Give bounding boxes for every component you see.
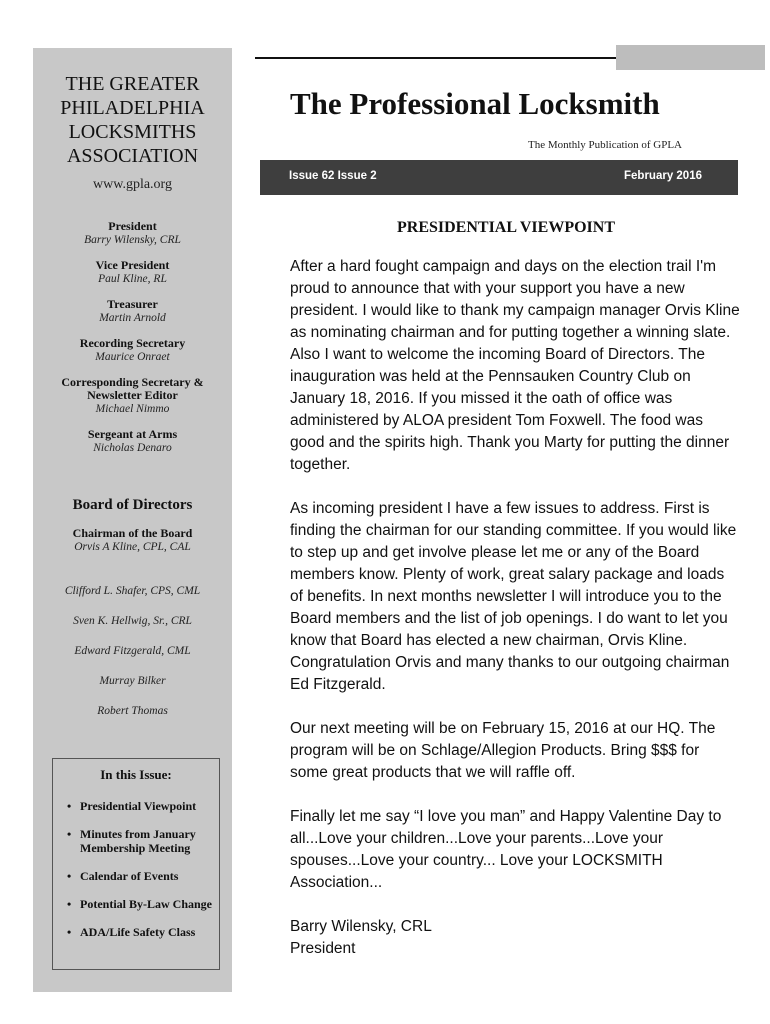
association-name [33, 72, 232, 168]
issue-item-minutes[interactable] [53, 827, 225, 855]
issue-item-presidential-viewpoint[interactable] [53, 799, 225, 813]
board-member: Sven K. Hellwig, Sr., CRL [73, 615, 192, 627]
officers-list [33, 220, 232, 467]
article-paragraph: Finally let me say “I love you man” and Happy Valentine Day to all...Love your children...Love your parents...Love your spouses...Love your country... Love your LOCKSMITH Association... [290, 808, 722, 891]
sidebar [33, 48, 232, 992]
signature-title: President [290, 940, 356, 957]
issue-item-calendar[interactable] [53, 869, 225, 883]
article-body [290, 256, 740, 960]
article-paragraph: As incoming president I have a few issues to address. First is finding the chairman for our standing committee. If you would like to step up and get involve please let me or any of the Board members know. Plenty of work, great salary package and loads of benefits. In next months newsletter I will introduce you to the Board members and the list of job openings. I do want to let you know that Board has elected a new chairman, Orvis Kline. Congratulation Orvis and many thanks to our outgoing chairman Ed Fitzgerald. [290, 500, 737, 693]
board-member: Robert Thomas [97, 705, 168, 717]
issue-number: Issue 62 Issue 2 [289, 170, 377, 182]
officer-role: Recording Secretary [79, 336, 186, 350]
officer-role: Corresponding Secretary & [61, 375, 204, 389]
issue-item-label: ADA/Life Safety Class [80, 925, 196, 939]
in-this-issue-title: In this Issue: [100, 767, 172, 782]
bullet-icon: • [67, 925, 72, 939]
article-paragraph: After a hard fought campaign and days on the election trail I'm proud to announce that with your support you have a new president. I would like to thank my campaign manager Orvis Kline as nominating chairman and for putting together a winning slate. Also I want to welcome the incoming Board of Directors. The inauguration was held at the Pennsauken Country Club on January 18, 2016. If you missed it the oath of office was administered by ALOA president Tom Foxwell. The food was good and the spirits high. Thank you Marty for putting the dinner together. [290, 258, 740, 473]
newsletter-title: The Professional Locksmith [290, 86, 660, 121]
issue-item-ada-class[interactable] [53, 925, 225, 939]
issue-item-label: Membership Meeting [80, 841, 191, 855]
board-of-directors-title: Board of Directors [72, 497, 193, 513]
bullet-icon: • [67, 827, 72, 841]
issue-bar [260, 160, 738, 195]
bullet-icon: • [67, 897, 72, 911]
issue-item-label: Presidential Viewpoint [80, 799, 197, 813]
officer-name: Maurice Onraet [95, 351, 170, 363]
officer-role: Treasurer [107, 297, 158, 311]
officer-name: Michael Nimmo [95, 403, 170, 415]
officer-name: Nicholas Denaro [93, 442, 172, 454]
association-name-line: LOCKSMITHS [68, 121, 197, 143]
officer-corresponding-secretary [33, 376, 232, 416]
board-member: Edward Fitzgerald, CML [74, 645, 191, 657]
article-heading: PRESIDENTIAL VIEWPOINT [397, 219, 615, 236]
newsletter-subtitle: The Monthly Publication of GPLA [528, 139, 682, 151]
officer-role: President [108, 219, 157, 233]
association-name-line: PHILADELPHIA [60, 97, 205, 119]
board-member: Murray Bilker [99, 675, 166, 687]
website-link[interactable]: www.gpla.org [93, 177, 172, 192]
officer-role: Newsletter Editor [87, 388, 178, 402]
officer-name: Paul Kline, RL [98, 273, 167, 285]
officer-name: Martin Arnold [99, 312, 166, 324]
officer-vice-president [33, 259, 232, 286]
in-this-issue-list [53, 799, 225, 953]
issue-date: February 2016 [624, 170, 702, 182]
officer-recording-secretary [33, 337, 232, 364]
officer-name: Barry Wilensky, CRL [84, 234, 181, 246]
issue-item-label: Minutes from January [80, 827, 196, 841]
header-accent-block [616, 45, 765, 70]
officer-role: Vice President [95, 258, 170, 272]
board-member: Clifford L. Shafer, CPS, CML [64, 585, 201, 597]
association-name-line: ASSOCIATION [66, 145, 199, 167]
signature-name: Barry Wilensky, CRL [290, 918, 432, 935]
association-name-line: THE GREATER [65, 73, 200, 95]
board-members-list [33, 584, 232, 734]
issue-item-label: Calendar of Events [80, 869, 179, 883]
bullet-icon: • [67, 869, 72, 883]
officer-sergeant-at-arms [33, 428, 232, 455]
issue-item-label: Potential By-Law Change [80, 897, 212, 911]
chairman-role: Chairman of the Board [72, 526, 193, 540]
article-paragraph: Our next meeting will be on February 15, 2016 at our HQ. The program will be on Schlage/Allegion Products. Bring $$$ for some great products that we will raffle off. [290, 720, 716, 781]
officer-treasurer [33, 298, 232, 325]
officer-role: Sergeant at Arms [87, 427, 178, 441]
chairman-name: Orvis A Kline, CPL, CAL [74, 541, 191, 553]
issue-item-bylaw[interactable] [53, 897, 225, 911]
officer-president [33, 220, 232, 247]
bullet-icon: • [67, 799, 72, 813]
in-this-issue-box [52, 758, 220, 970]
